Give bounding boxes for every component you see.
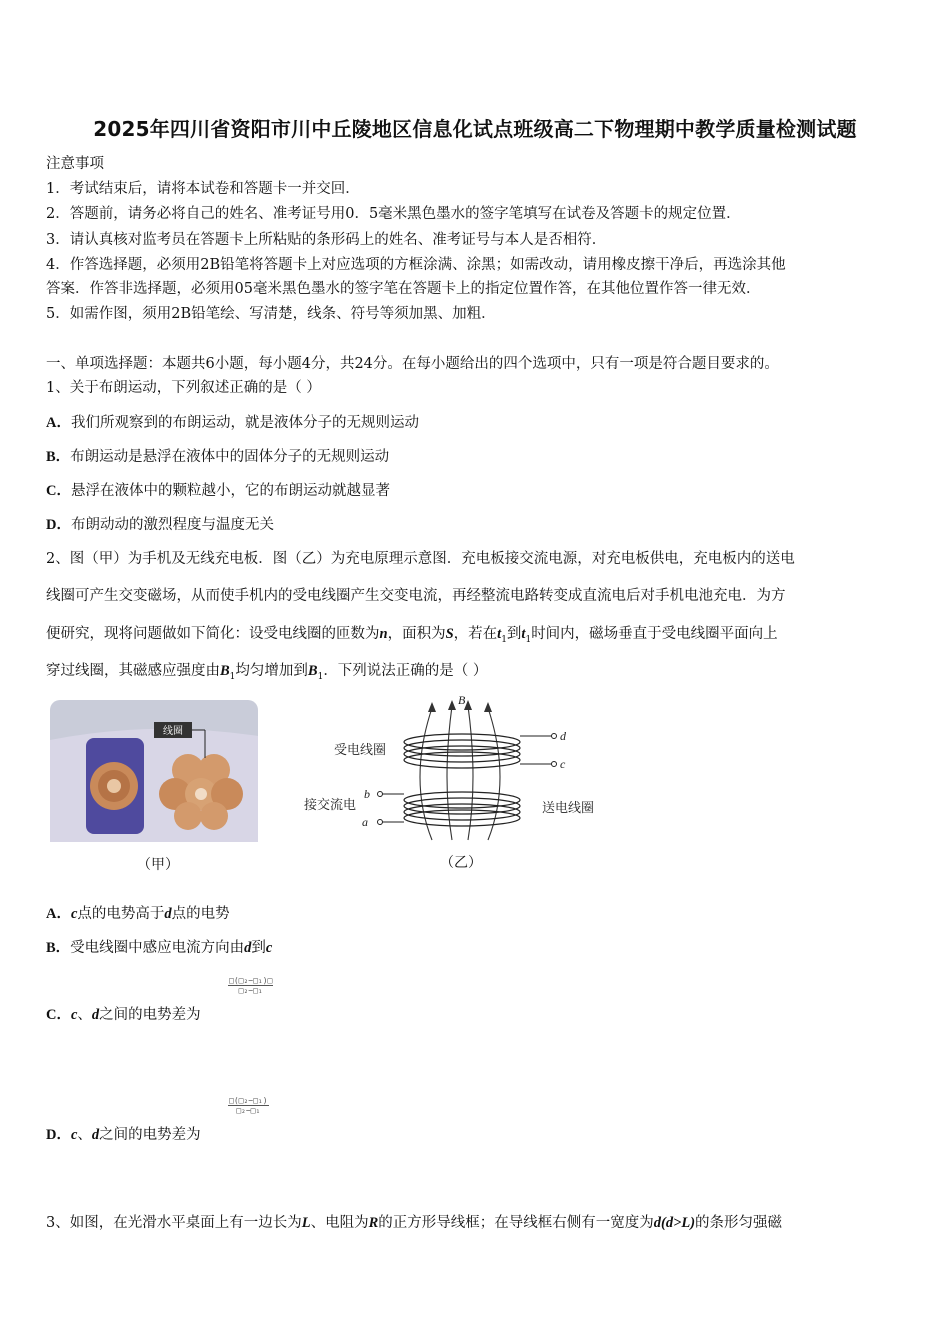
- option-text: 布朗动动的激烈程度与温度无关: [70, 517, 274, 533]
- figure-b-caption: （乙）: [440, 855, 482, 871]
- field-line: [488, 708, 500, 840]
- var-s: S: [445, 626, 454, 642]
- formula-c: [228, 976, 273, 995]
- option-text: 布朗运动是悬浮在液体中的固体分子的无规则运动: [70, 449, 390, 465]
- text-run: 的正方形导线框；在导线框右侧有一宽度为: [378, 1215, 654, 1231]
- terminal-a: [378, 820, 383, 825]
- q1-option-b: [46, 445, 389, 466]
- option-letter: B．: [46, 449, 71, 465]
- label-d: d: [560, 729, 566, 743]
- var-l: L: [301, 1215, 311, 1231]
- text-run: 受电线圈中感应电流方向由: [70, 940, 245, 956]
- subscript: 1: [525, 634, 532, 645]
- subscript: 1: [317, 671, 324, 682]
- notice-item-3: 3．请认真核对监考员在答题卡上所粘贴的条形码上的姓名、准考证号与本人是否相符．: [46, 232, 607, 248]
- q1-stem: 1、关于布朗运动，下列叙述正确的是（ ）: [46, 380, 321, 396]
- option-letter: D．: [46, 517, 71, 533]
- var-c: c: [70, 906, 78, 922]
- text-run: 、: [77, 1007, 92, 1023]
- text-run: 到: [251, 940, 266, 956]
- arrow-head: [428, 702, 436, 712]
- subscript: 1: [229, 671, 236, 682]
- sending-coil-label: 送电线圈: [542, 801, 595, 816]
- text-run: 点的电势高于: [77, 906, 165, 922]
- text-run: 、电阻为: [310, 1215, 369, 1231]
- coil-center: [107, 779, 121, 793]
- formula-denominator: □₂−□₁: [238, 986, 263, 995]
- var-d: d: [91, 1007, 100, 1023]
- terminal-b: [378, 792, 383, 797]
- q2-stem-line-1: 2、图（甲）为手机及无线充电板．图（乙）为充电原理示意图．充电板接交流电源，对充电板供电，充电板内的送电: [46, 551, 795, 567]
- var-t: t: [497, 626, 502, 642]
- section-heading: 一、单项选择题：本题共6小题，每小题4分，共24分。在每小题给出的四个选项中，只有一项是符合题目要求的。: [46, 356, 779, 372]
- arrow-head: [484, 702, 492, 712]
- text-run: ，面积为: [387, 626, 446, 642]
- var-d: d: [91, 1127, 100, 1143]
- option-letter: B．: [46, 940, 71, 956]
- text-run: 之间的电势差为: [99, 1007, 201, 1023]
- figure-a-caption: （甲）: [137, 857, 179, 873]
- terminal-d: [552, 734, 557, 739]
- coil-schematic-figure: [300, 690, 610, 850]
- var-c: c: [70, 1127, 78, 1143]
- q1-option-c: [46, 479, 390, 500]
- notice-item-1: 1．考试结束后，请将本试卷和答题卡一并交回．: [46, 181, 360, 197]
- formula-numerator: □(□₂−□₁): [229, 1096, 268, 1105]
- notice-heading: 注意事项: [46, 156, 104, 172]
- text-run: 到: [506, 626, 522, 642]
- q2-option-a: [46, 902, 230, 923]
- text-run: 点的电势: [171, 906, 230, 922]
- q2-stem-line-3: [46, 622, 778, 645]
- var-c: c: [70, 1007, 78, 1023]
- transmit-coil: [200, 802, 228, 830]
- text-run: 均匀增加到: [235, 663, 308, 679]
- formula-numerator: □(□₂−□₁)□: [229, 976, 273, 985]
- option-text: 我们所观察到的布朗运动，就是液体分子的无规则运动: [70, 415, 419, 431]
- field-line: [420, 708, 432, 840]
- notice-item-2: 2．答题前，请务必将自己的姓名、准考证号用0．5毫米黑色墨水的签字笔填写在试卷及答题卡的规定位置．: [46, 206, 741, 222]
- q2-option-d: [46, 1123, 201, 1144]
- option-letter: C．: [46, 1007, 71, 1023]
- var-b: B: [307, 663, 318, 679]
- text-run: 之间的电势差为: [99, 1127, 201, 1143]
- var-d: d: [244, 940, 252, 956]
- text-run: 时间内，磁场垂直于受电线圈平面向上: [531, 626, 778, 642]
- arrow-head: [448, 700, 456, 710]
- label-c: c: [560, 757, 566, 771]
- text-run: 3、如图，在光滑水平桌面上有一边长为: [46, 1215, 302, 1231]
- option-letter: D．: [46, 1127, 71, 1143]
- subscript: 1: [501, 634, 507, 645]
- var-n: n: [379, 626, 388, 642]
- formula-denominator: □₂−□₁: [236, 1106, 261, 1115]
- var-r: R: [368, 1215, 379, 1231]
- terminal-c: [552, 762, 557, 767]
- q3-stem: [46, 1211, 782, 1232]
- text-run: ，若在: [453, 626, 498, 642]
- option-letter: C．: [46, 483, 71, 499]
- label-a: a: [362, 815, 368, 829]
- option-letter: A．: [46, 906, 71, 922]
- label-b: b: [364, 787, 370, 801]
- var-c: c: [265, 940, 273, 956]
- q1-option-a: [46, 411, 419, 432]
- transmit-coil: [174, 802, 202, 830]
- formula-d: [228, 1096, 269, 1115]
- page-title: 2025年四川省资阳市川中丘陵地区信息化试点班级高二下物理期中教学质量检测试题: [93, 117, 857, 141]
- var-b: B: [220, 663, 230, 679]
- charger-photo-figure: [50, 700, 258, 842]
- receiving-coil-label: 受电线圈: [334, 743, 387, 758]
- q1-option-d: [46, 513, 274, 534]
- var-d-condition: d(d>L): [653, 1215, 696, 1231]
- notice-item-4-cont: 答案．作答非选择题，必须用05毫米黑色墨水的签字笔在答题卡上的指定位置作答，在其他位置作答一律无效．: [46, 281, 761, 297]
- text-run: ．下列说法正确的是（ ）: [323, 663, 488, 679]
- option-letter: A．: [46, 415, 71, 431]
- var-t: t: [521, 626, 526, 642]
- q2-option-b: [46, 936, 272, 957]
- text-run: 便研究，现将问题做如下简化：设受电线圈的匝数为: [46, 626, 380, 642]
- q2-stem-line-4: [46, 659, 487, 682]
- text-run: 的条形匀强磁: [695, 1215, 783, 1231]
- coil-center: [195, 788, 207, 800]
- coil-label: 线圈: [163, 726, 183, 737]
- var-d: d: [164, 906, 172, 922]
- ac-source-label: 接交流电: [304, 798, 357, 813]
- q2-stem-line-2: 线圈可产生交变磁场，从而使手机内的受电线圈产生交变电流，再经整流电路转变成直流电后对手机电池充电．为方: [46, 588, 786, 604]
- text-run: 穿过线圈，其磁感应强度由: [46, 663, 220, 679]
- field-b-label: B: [458, 693, 466, 707]
- option-text: 悬浮在液体中的颗粒越小，它的布朗运动就越显著: [70, 483, 390, 499]
- text-run: 、: [77, 1127, 92, 1143]
- notice-item-5: 5．如需作图，须用2B铅笔绘、写清楚，线条、符号等须加黑、加粗．: [46, 306, 496, 322]
- notice-item-4: 4．作答选择题，必须用2B铅笔将答题卡上对应选项的方框涂满、涂黑；如需改动，请用橡皮擦干净后，再选涂其他: [46, 257, 786, 273]
- q2-option-c: [46, 1003, 201, 1024]
